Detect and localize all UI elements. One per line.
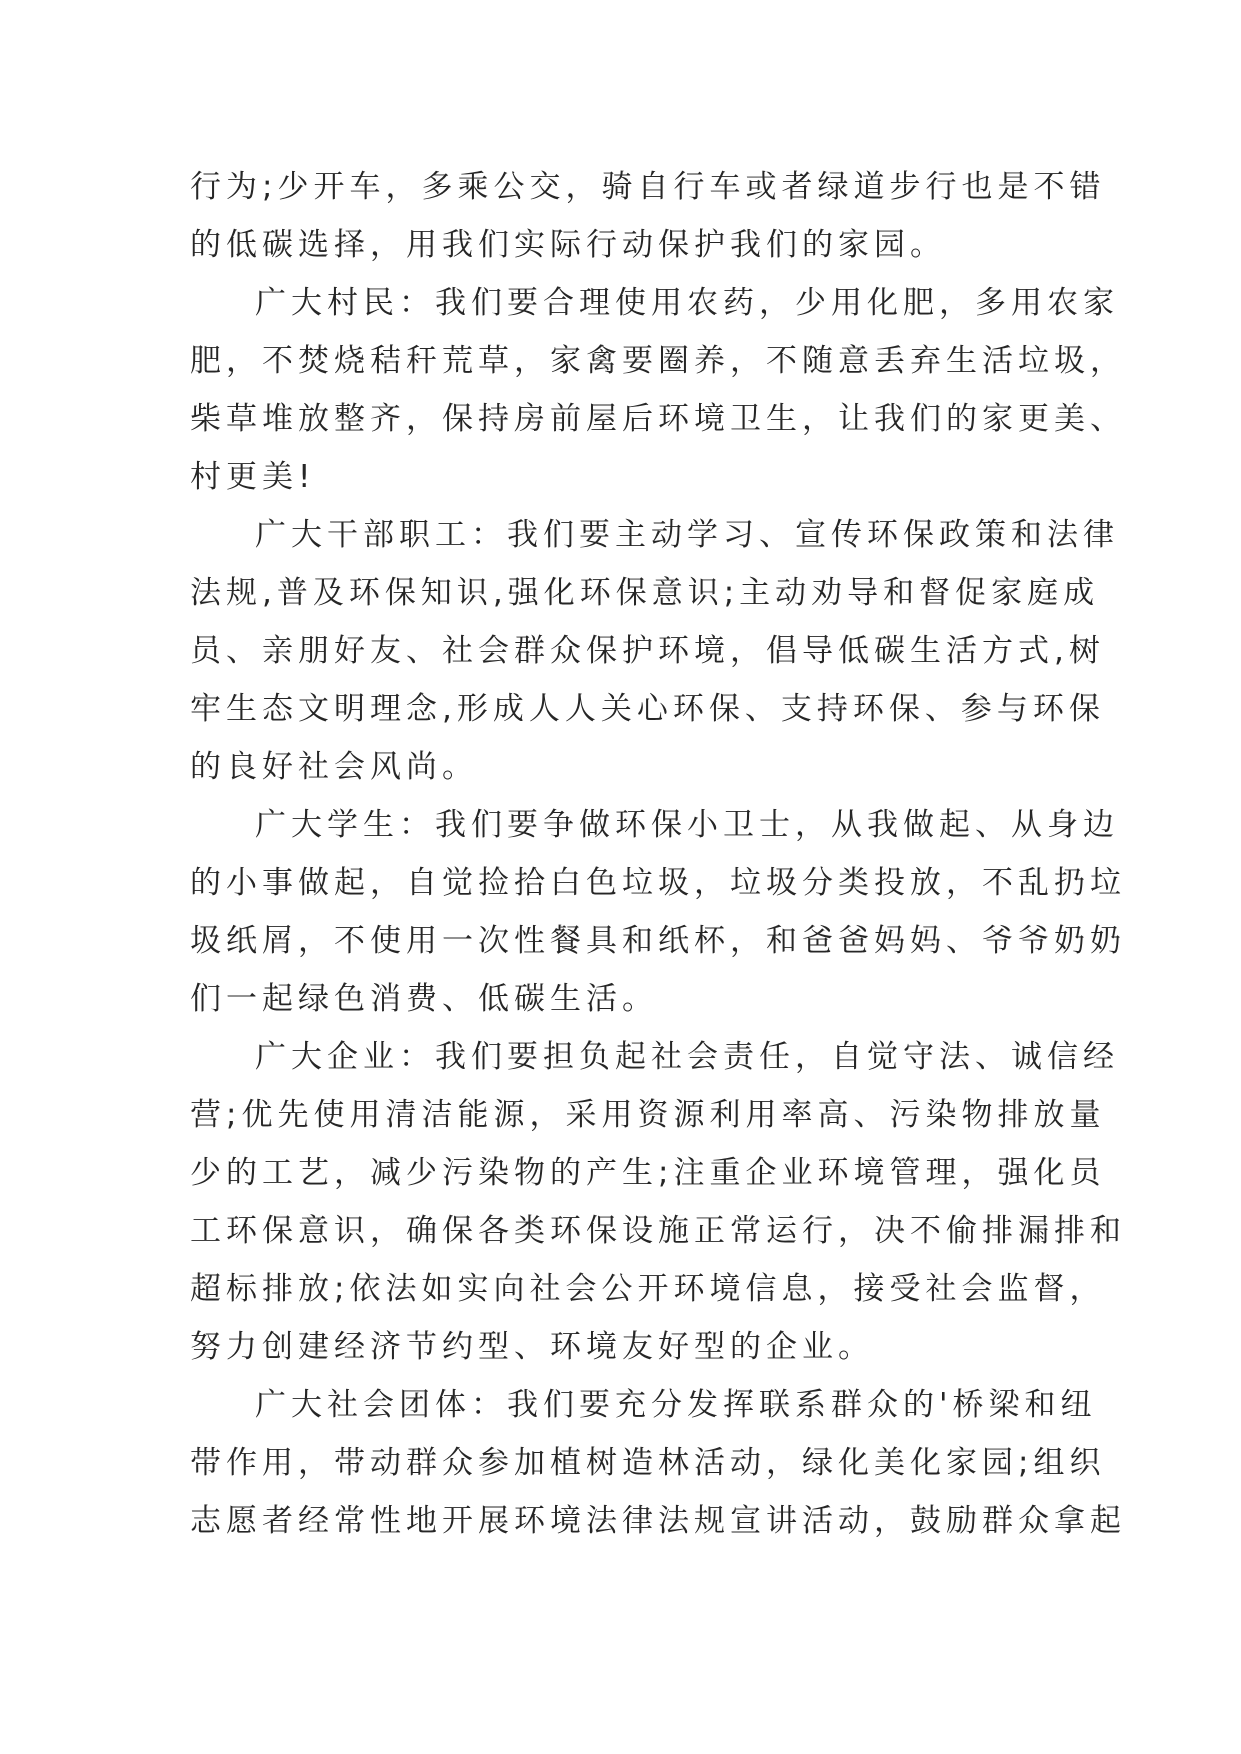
text-line: 员、亲朋好友、社会群众保护环境，倡导低碳生活方式,树	[190, 633, 1105, 669]
text-line: 的良好社会风尚。	[190, 749, 478, 785]
text-line: 肥，不焚烧秸秆荒草，家禽要圈养，不随意丢弃生活垃圾，	[190, 343, 1126, 379]
text-line: 少的工艺，减少污染物的产生;注重企业环境管理，强化员	[190, 1155, 1106, 1191]
paragraph-social-groups: 广大社会团体：我们要充分发挥联系群众的'桥梁和纽	[255, 1387, 1097, 1423]
text-line: 努力创建经济节约型、环境友好型的企业。	[190, 1329, 874, 1365]
paragraph-villagers: 广大村民：我们要合理使用农药，少用化肥，多用农家	[255, 285, 1119, 321]
text-line: 的低碳选择，用我们实际行动保护我们的家园。	[190, 227, 946, 263]
text-line: 圾纸屑，不使用一次性餐具和纸杯，和爸爸妈妈、爷爷奶奶	[190, 923, 1126, 959]
text-line: 带作用，带动群众参加植树造林活动，绿化美化家园;组织	[190, 1445, 1106, 1481]
text-line: 工环保意识，确保各类环保设施正常运行，决不偷排漏排和	[190, 1213, 1126, 1249]
text-line: 的小事做起，自觉捡拾白色垃圾，垃圾分类投放，不乱扔垃	[190, 865, 1126, 901]
text-line: 法规,普及环保知识,强化环保意识;主动劝导和督促家庭成	[190, 575, 1100, 611]
text-line: 们一起绿色消费、低碳生活。	[190, 981, 658, 1017]
text-line: 营;优先使用清洁能源，采用资源利用率高、污染物排放量	[190, 1097, 1106, 1133]
paragraph-cadres: 广大干部职工：我们要主动学习、宣传环保政策和法律	[255, 517, 1119, 553]
text-line: 超标排放;依法如实向社会公开环境信息，接受社会监督，	[190, 1271, 1106, 1307]
document-body	[190, 158, 1126, 1550]
paragraph-enterprises: 广大企业：我们要担负起社会责任，自觉守法、诚信经	[255, 1039, 1119, 1075]
text-line: 志愿者经常性地开展环境法律法规宣讲活动，鼓励群众拿起	[190, 1503, 1126, 1539]
paragraph-students: 广大学生：我们要争做环保小卫士，从我做起、从身边	[255, 807, 1119, 843]
text-line: 柴草堆放整齐，保持房前屋后环境卫生，让我们的家更美、	[190, 401, 1126, 437]
text-line: 村更美!	[190, 459, 316, 495]
text-line: 行为;少开车，多乘公交，骑自行车或者绿道步行也是不错	[190, 169, 1106, 205]
text-line: 牢生态文明理念,形成人人关心环保、支持环保、参与环保	[190, 691, 1105, 727]
